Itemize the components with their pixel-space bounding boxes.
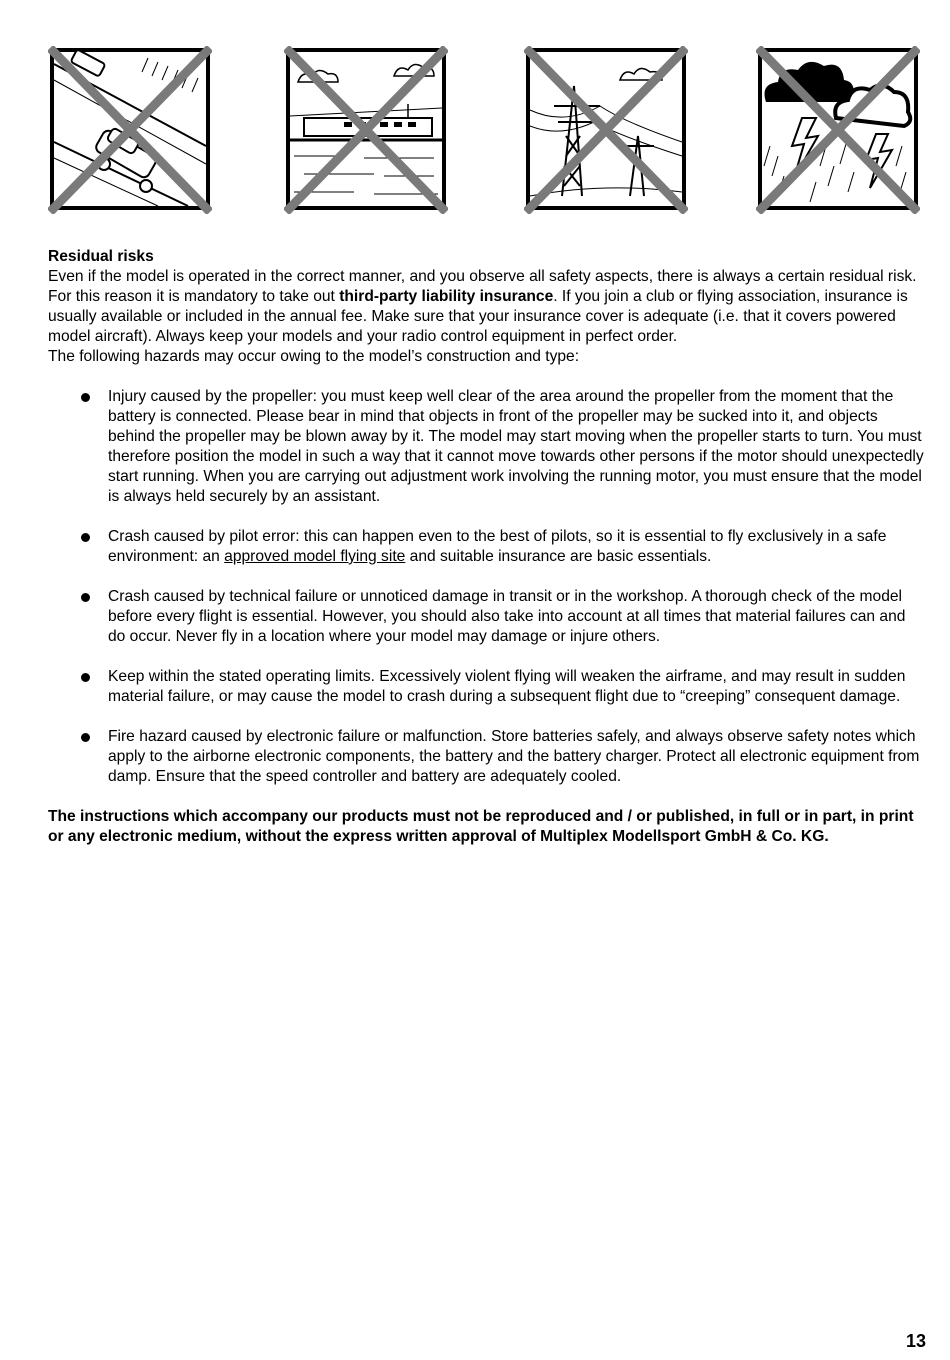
flying-site-link: approved model flying site	[224, 548, 406, 565]
hazard-item	[48, 727, 924, 787]
bullet-icon	[81, 733, 90, 742]
hazard-item	[48, 667, 924, 707]
page-number: 13	[905, 1331, 926, 1351]
no-flying-near-roads-icon	[48, 46, 212, 214]
bullet-icon	[81, 393, 90, 402]
insurance-text-before: For this reason it is mandatory to take out	[48, 288, 340, 305]
no-flying-in-thunderstorm-icon	[756, 46, 920, 214]
hazard-item	[48, 387, 924, 507]
copyright-notice: The instructions which accompany our products must not be reproduced and / or published, in full or in part, in print or any electronic medium, without the express written approval of Multiplex Modellsport GmbH & Co. KG.	[48, 808, 914, 845]
bullet-icon	[81, 533, 90, 542]
hazard-text: Crash caused by technical failure or unnoticed damage in transit or in the workshop. A thorough check of the model before every flight is essential. However, you should also take into account at all times that material failures can and do occur. Never fly in a location where your model may damage or injure others.	[108, 588, 906, 645]
section-heading: Residual risks	[48, 248, 154, 265]
residual-risks-section	[48, 247, 924, 847]
intro-paragraph: Even if the model is operated in the correct manner, and you observe all safety aspects, there is always a certain residual risk.	[48, 268, 917, 285]
insurance-paragraph	[48, 287, 924, 347]
hazard-text: Fire hazard caused by electronic failure or malfunction. Store batteries safely, and always observe safety notes which apply to the airborne electronic components, the battery and the battery charger. Protect all electronic equipment from damp. Ensure that the speed controller and battery are adequately cooled.	[108, 728, 920, 785]
warning-pictograms	[48, 46, 920, 214]
hazard-list	[48, 387, 924, 787]
insurance-text-after: . If you join a club or flying association, insurance is usually available or included in the annual fee. Make sure that your insurance cover is adequate (i.e. that it covers powered model aircraft). Always keep your models and your radio control equipment in perfect order.	[48, 288, 908, 345]
hazard-text-after: and suitable insurance are basic essentials.	[405, 548, 712, 565]
hazard-item	[48, 527, 924, 567]
hazard-text: Injury caused by the propeller: you must keep well clear of the area around the propeller from the moment that the battery is connected. Please bear in mind that objects in front of the propeller may be sucked into it, and objects behind the propeller may be blown away by it. The model may start moving when the propeller starts to turn. You must therefore position the model in such a way that it cannot move towards other persons if the motor should unexpectedly start running. When you are carrying out adjustment work involving the running motor, you must ensure that the model is always held securely by an assistant.	[108, 388, 924, 505]
hazard-item	[48, 587, 924, 647]
no-flying-near-power-lines-icon	[524, 46, 688, 214]
hazard-text-before: Crash caused by pilot error: this can happen even to the best of pilots, so it is essential to fly exclusively in a safe environment: an	[108, 528, 887, 565]
no-flying-near-railway-icon	[284, 46, 448, 214]
bullet-icon	[81, 593, 90, 602]
hazards-intro: The following hazards may occur owing to the model’s construction and type:	[48, 348, 580, 365]
insurance-bold-term: third-party liability insurance	[339, 288, 554, 305]
bullet-icon	[81, 673, 90, 682]
hazard-text: Keep within the stated operating limits. Excessively violent flying will weaken the airframe, and may result in sudden material failure, or may cause the model to crash during a subsequent flight due to “creeping” consequent damage.	[108, 668, 906, 705]
